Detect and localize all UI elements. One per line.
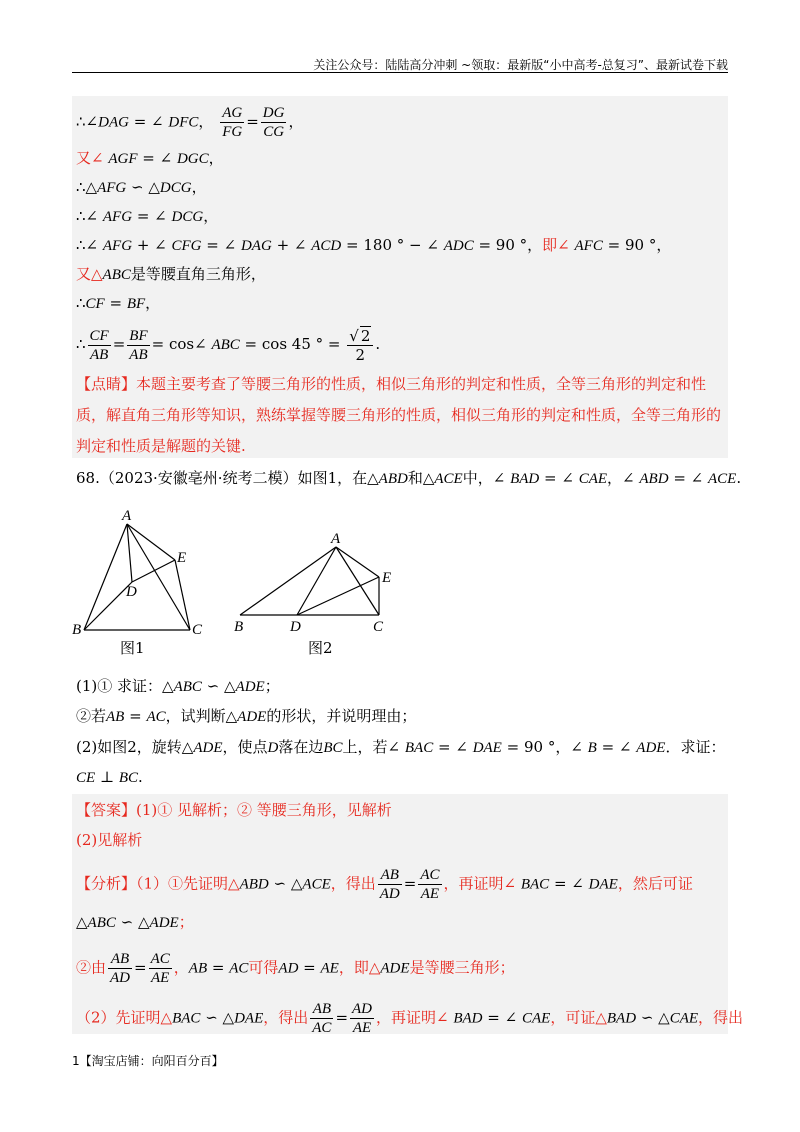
fig1-label-e: E — [177, 550, 187, 566]
fig2-label-b: B — [234, 619, 244, 635]
analysis-line-3: ②由 $\frac{AB}{AD}$ = $\frac{AC}{AE}$ ，AB = AC可得AD = AE，即△ADE是等腰三角形； — [76, 951, 515, 986]
fig2-line-ac — [336, 547, 379, 615]
solution-line-5: ∴∠ AFG + ∠ CFG = ∠ DAG + ∠ ACD = 180 ° − ∠ ADC = 90 °，即∠ AFC = 90 °， — [76, 236, 672, 254]
fig2-label-e: E — [382, 570, 392, 586]
fig1-label-c: C — [192, 622, 203, 638]
fraction-sqrt2-over-2: $\frac{√ 2}{2}$ — [347, 326, 373, 364]
key-point-paragraph: 【点睛】本题主要考查了等腰三角形的性质，相似三角形的判定和性质，全等三角形的判定和性质，解直角三角形等知识，熟练掌握等腰三角形的性质，相似三角形的判定和性质，全等三角形的判定和性质是解题的关键. — [76, 375, 722, 455]
answer-line-2: (2)见解析 — [76, 831, 143, 849]
analysis-line-4: （2）先证明△BAC ∽ △DAE，得出 $\frac{AB}{AC}$ = $\frac{AD}{AE}$ ，再证明∠ BAD = ∠ CAE，可证△BAD ∽ △CAE，得出 — [76, 1001, 744, 1036]
fig1-line-ac — [127, 524, 190, 630]
figure-1 — [84, 524, 190, 630]
fig1-line-de — [132, 560, 175, 582]
analysis-line-2: △ABC ∽ △ADE； — [76, 913, 194, 931]
fig1-line-ec — [175, 560, 190, 630]
fig2-label-a: A — [331, 531, 341, 547]
fraction-ac-ae: $\frac{AC}{AE}$ — [420, 867, 440, 902]
question-1-1: (1)① 求证：△ABC ∽ △ADE； — [76, 677, 280, 695]
answer-line: 【答案】(1)① 见解析；② 等腰三角形，见解析 — [76, 801, 392, 819]
fig2-label-c: C — [373, 619, 384, 635]
fig1-label-b: B — [72, 622, 82, 638]
fraction-ac-ae-2: $\frac{AC}{AE}$ — [150, 951, 170, 986]
problem-statement: 68.（2023·安徽亳州·统考二模）如图1，在△ABD和△ACE中，∠ BAD = ∠ CAE，∠ ABD = ∠ ACE. — [76, 469, 742, 487]
solution-line-7: ∴CF = BF， — [76, 294, 161, 312]
fig1-caption: 图1 — [120, 639, 145, 657]
fig2-line-ba — [240, 547, 336, 615]
fraction-cf-ab: $\frac{CF}{AB}$ — [89, 327, 109, 363]
fraction-bf-ab: $\frac{BF}{AB}$ — [129, 327, 148, 363]
solution-line-2: 又∠ AGF = ∠ DGC， — [76, 149, 224, 167]
fig1-line-bd — [84, 582, 132, 630]
analysis-line-1: 【分析】（1）①先证明△ABD ∽ △ACE，得出 $\frac{AB}{AD}$ = $\frac{AC}{AE}$ ，再证明∠ BAC = ∠ DAE，然后可证 — [76, 867, 693, 902]
fig1-line-ae — [127, 524, 175, 560]
fig1-label-d: D — [126, 584, 137, 600]
solution-line-4: ∴∠ AFG = ∠ DCG， — [76, 207, 219, 225]
solution-line-1: ∴∠DAG = ∠ DFC， $\frac{AG}{FG}$ = $\frac{DG}{CG}$ ， — [76, 105, 304, 140]
fraction-ab-ad: $\frac{AB}{AD}$ — [379, 867, 400, 902]
fig2-label-d: D — [290, 619, 301, 635]
question-1-2: ②若AB = AC，试判断△ADE的形状，并说明理由； — [76, 707, 417, 725]
question-2: (2)如图2，旋转△ADE，使点D落在边BC上，若∠ BAC = ∠ DAE = 90 °，∠ B = ∠ ADE．求证： — [76, 738, 726, 756]
fraction-ag-fg: $\frac{AG}{FG}$ — [222, 105, 243, 140]
fig2-line-ad — [297, 547, 336, 615]
fig2-line-ae — [336, 547, 379, 577]
solution-line-3: ∴△AFG ∽ △DCG， — [76, 178, 207, 196]
page-footer: 1【淘宝店铺：向阳百分百】 — [72, 1054, 224, 1068]
fraction-ab-ad-2: $\frac{AB}{AD}$ — [110, 951, 131, 986]
question-2-conclusion: CE ⊥ BC. — [76, 768, 143, 786]
page-header: 关注公众号：陆陆高分冲刺 ~领取：最新版“小中高考-总复习”、最新试卷下载 — [313, 58, 728, 72]
solution-line-8: ∴ $\frac{CF}{AB}$ = $\frac{BF}{AB}$ = cos∠ ABC = cos 45 ° = $\frac{√ 2}{2}$ . — [76, 327, 381, 364]
solution-line-6: 又△ABC是等腰直角三角形， — [76, 265, 266, 283]
fig2-caption: 图2 — [308, 639, 333, 657]
header-rule — [72, 72, 728, 73]
fraction-dg-cg: $\frac{DG}{CG}$ — [262, 105, 285, 140]
fig1-label-a: A — [122, 508, 132, 524]
fraction-ad-ae: $\frac{AD}{AE}$ — [352, 1001, 373, 1036]
geometry-figures — [70, 500, 410, 660]
fig1-line-ab — [84, 524, 127, 630]
fig1-line-ad — [127, 524, 132, 582]
sqrt-sign: √ — [349, 327, 359, 345]
fraction-ab-ac: $\frac{AB}{AC}$ — [312, 1001, 332, 1036]
figure-2 — [240, 547, 379, 615]
